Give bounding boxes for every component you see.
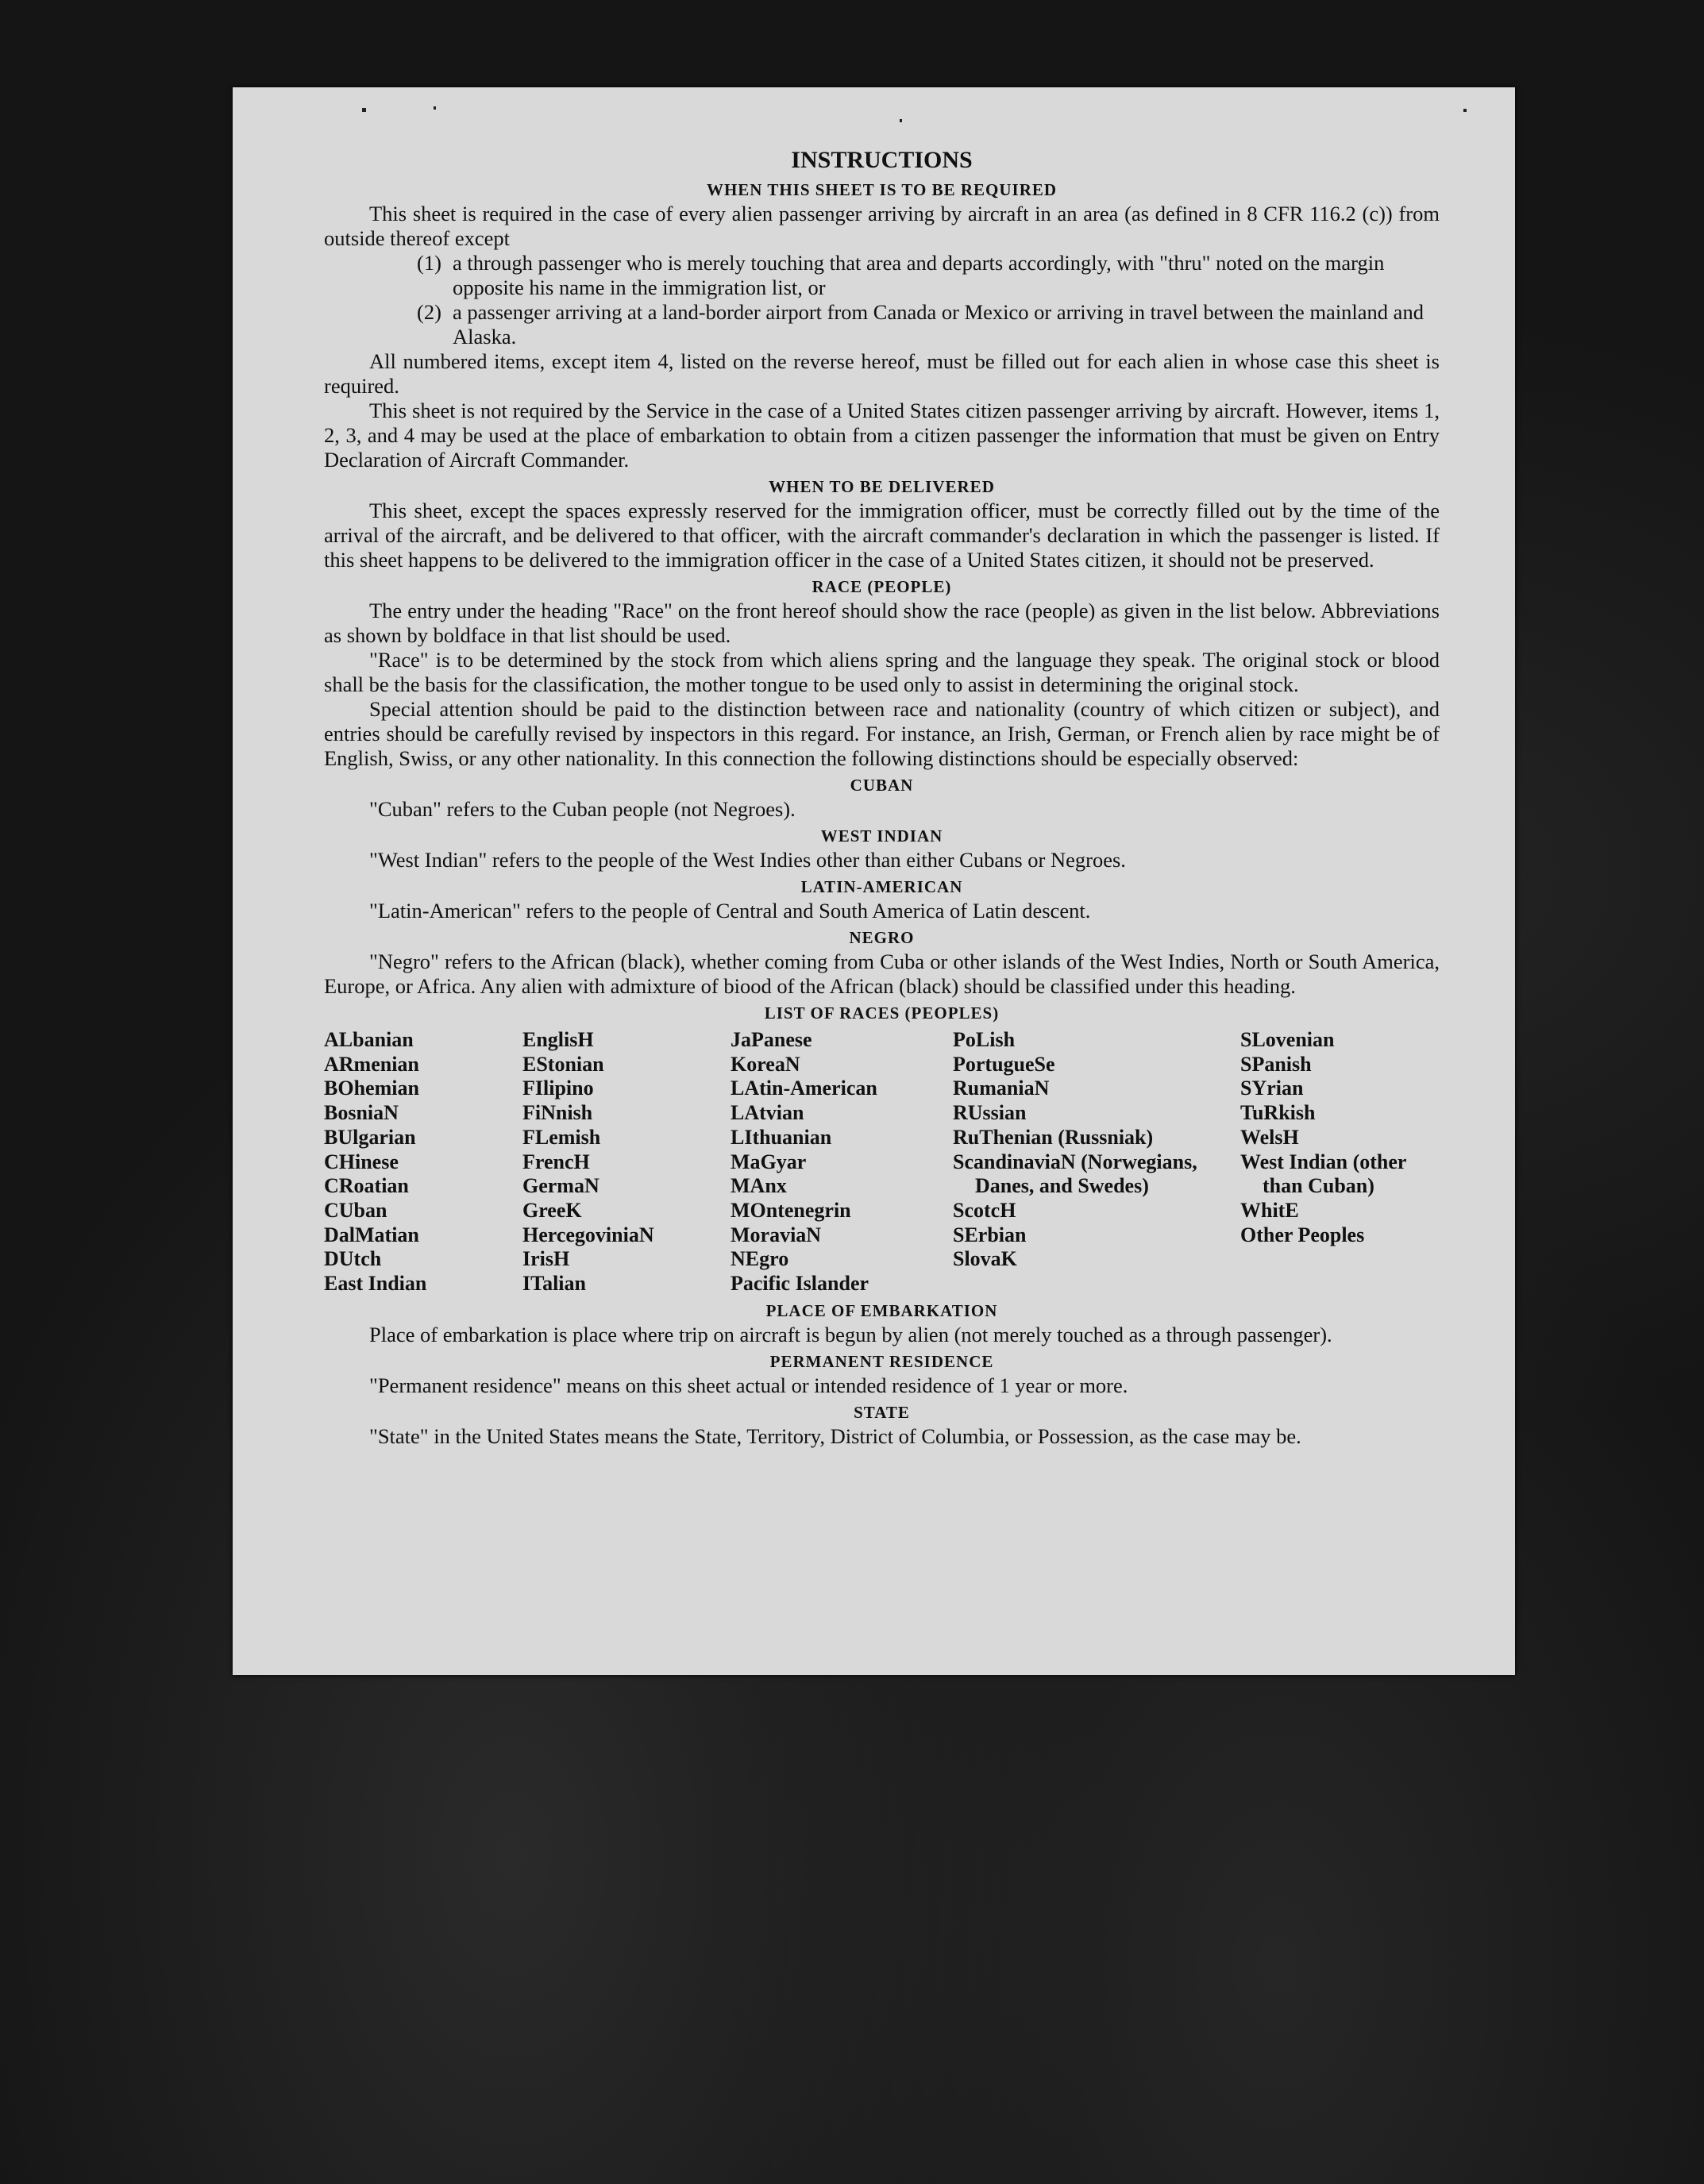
paragraph: "Latin-American" refers to the people of Central and South America of Latin descent.	[369, 899, 1091, 923]
race-entry: RuThenian (Russniak)	[953, 1125, 1154, 1149]
race-entry: WhitE	[1240, 1198, 1299, 1222]
list-item	[324, 251, 1440, 300]
race-entry: NEgro	[731, 1247, 789, 1271]
race-entry: BOhemian	[324, 1077, 419, 1100]
race-entry: IrisH	[522, 1247, 570, 1271]
race-entry: West Indian (other than Cuban)	[1240, 1150, 1406, 1198]
race-entry: MAnx	[731, 1174, 787, 1198]
paragraph: "Negro" refers to the African (black), whether coming from Cuba or other islands of the West Indies, North or South America, Europe, or Africa. Any alien with admixture of biood of the African (black) should be classified under this heading.	[324, 949, 1440, 998]
page-title: INSTRUCTIONS	[791, 147, 973, 173]
item-number: (2)	[417, 300, 441, 324]
race-entry: Other Peoples	[1240, 1223, 1365, 1246]
document-sheet	[233, 87, 1515, 1675]
race-entry: LAtvian	[731, 1101, 804, 1125]
race-entry: MaGyar	[731, 1150, 807, 1173]
instructions-content	[324, 146, 1440, 1449]
race-entry: RumaniaN	[953, 1077, 1050, 1100]
race-entry: FrencH	[522, 1150, 590, 1173]
section-heading: WHEN THIS SHEET IS TO BE REQUIRED	[706, 180, 1058, 199]
paragraph: The entry under the heading "Race" on the front hereof should show the race (people) as given in the list below. Abbreviations as shown by boldface in that list should be used.	[324, 599, 1440, 647]
race-entry: EStonian	[522, 1052, 604, 1076]
races-column	[953, 1028, 1240, 1296]
race-entry: GreeK	[522, 1198, 582, 1222]
speck	[434, 106, 436, 110]
race-entry: ALbanian	[324, 1028, 414, 1051]
race-entry: SYrian	[1240, 1077, 1304, 1100]
races-column	[731, 1028, 953, 1296]
section-heading: STATE	[854, 1402, 910, 1422]
speck	[900, 119, 902, 122]
race-entry: ScandinaviaN (Norwegians, Danes, and Swedes)	[953, 1150, 1197, 1198]
race-entry: SlovaK	[953, 1247, 1017, 1271]
race-entry: ITalian	[522, 1272, 586, 1296]
race-entry: GermaN	[522, 1174, 599, 1198]
paragraph: "West Indian" refers to the people of the West Indies other than either Cubans or Negroes.	[369, 848, 1126, 872]
paragraph: Place of embarkation is place where trip on aircraft is begun by alien (not merely touched as a through passenger).	[369, 1322, 1332, 1346]
section-heading: LIST OF RACES (PEOPLES)	[764, 1003, 1000, 1023]
races-list	[324, 1028, 1440, 1296]
race-entry: WelsH	[1240, 1125, 1299, 1149]
race-entry: TuRkish	[1240, 1101, 1316, 1125]
race-entry: ScotcH	[953, 1198, 1016, 1222]
race-entry: HercegoviniaN	[522, 1223, 654, 1246]
race-entry: RUssian	[953, 1101, 1027, 1125]
section-heading: WEST INDIAN	[820, 826, 943, 845]
item-number: (1)	[417, 251, 441, 275]
item-text: a through passenger who is merely touching that area and departs accordingly, with "thru" noted on the margin opposite his name in the immigration list, or	[453, 251, 1385, 299]
race-entry: SErbian	[953, 1223, 1027, 1246]
race-entry: Pacific Islander	[731, 1272, 869, 1296]
paragraph: "Race" is to be determined by the stock from which aliens spring and the language they speak. The original stock or blood shall be the basis for the classification, the mother tongue to be used only to assist in determining the original stock.	[324, 648, 1440, 696]
section-heading: CUBAN	[850, 776, 914, 795]
speck	[1463, 109, 1467, 112]
races-column	[1240, 1028, 1440, 1296]
race-entry: ARmenian	[324, 1052, 419, 1076]
race-entry: EnglisH	[522, 1028, 594, 1051]
item-text: a passenger arriving at a land-border airport from Canada or Mexico or arriving in travel between the mainland and Alaska.	[453, 300, 1424, 349]
race-entry: JaPanese	[731, 1028, 812, 1051]
races-column	[324, 1028, 522, 1296]
section-heading: LATIN-AMERICAN	[800, 877, 963, 896]
race-entry: MOntenegrin	[731, 1198, 851, 1222]
section-heading: WHEN TO BE DELIVERED	[769, 477, 995, 496]
race-entry: SPanish	[1240, 1052, 1312, 1076]
race-entry: LAtin-American	[731, 1077, 877, 1100]
race-entry: MoraviaN	[731, 1223, 822, 1246]
paragraph: All numbered items, except item 4, listed on the reverse hereof, must be filled out for each alien in whose case this sheet is required.	[324, 349, 1440, 398]
race-entry: SLovenian	[1240, 1028, 1335, 1051]
race-entry: FIlipino	[522, 1077, 594, 1100]
race-entry: FiNnish	[522, 1101, 593, 1125]
race-entry: BUlgarian	[324, 1125, 416, 1149]
race-entry: KoreaN	[731, 1052, 800, 1076]
section-heading: PERMANENT RESIDENCE	[769, 1351, 994, 1371]
race-entry: PoLish	[953, 1028, 1016, 1051]
paragraph: "Permanent residence" means on this sheet actual or intended residence of 1 year or more.	[369, 1373, 1128, 1397]
race-entry: BosniaN	[324, 1101, 399, 1125]
paragraph: This sheet is not required by the Service in the case of a United States citizen passenger arriving by aircraft. However, items 1, 2, 3, and 4 may be used at the place of embarkation to obtain from a citizen passenger the information that must be given on Entry Declaration of Aircraft Commander.	[324, 399, 1440, 472]
section-heading: PLACE OF EMBARKATION	[765, 1300, 998, 1320]
race-entry: CHinese	[324, 1150, 399, 1173]
paragraph: This sheet, except the spaces expressly reserved for the immigration officer, must be correctly filled out by the time of the arrival of the aircraft, and be delivered to that officer, with the aircraft commander's declaration in which the passenger is listed. If this sheet happens to be delivered to the immigration officer in the case of a United States citizen, it should not be preserved.	[324, 499, 1440, 572]
paragraph: Special attention should be paid to the distinction between race and nationality (country of which citizen or subject), and entries should be carefully revised by inspectors in this regard. For instance, an Irish, German, or French alien by race might be of English, Swiss, or any other nationality. In this connection the following distinctions should be especially observed:	[324, 697, 1440, 770]
race-entry: CRoatian	[324, 1174, 409, 1198]
race-entry: East Indian	[324, 1272, 427, 1296]
race-entry: PortugueSe	[953, 1052, 1055, 1076]
paragraph: This sheet is required in the case of every alien passenger arriving by aircraft in an area (as defined in 8 CFR 116.2 (c)) from outside thereof except	[324, 202, 1440, 250]
race-entry: CUban	[324, 1198, 387, 1222]
speck	[362, 108, 366, 112]
list-item	[324, 300, 1440, 349]
paragraph: "State" in the United States means the State, Territory, District of Columbia, or Possession, as the case may be.	[369, 1423, 1301, 1448]
race-entry: LIthuanian	[731, 1125, 832, 1149]
section-heading: NEGRO	[849, 928, 915, 947]
section-heading: RACE (PEOPLE)	[812, 577, 952, 596]
race-entry: DUtch	[324, 1247, 382, 1271]
races-column	[522, 1028, 731, 1296]
race-entry: DalMatian	[324, 1223, 419, 1246]
paragraph: "Cuban" refers to the Cuban people (not Negroes).	[369, 797, 796, 821]
race-entry: FLemish	[522, 1125, 601, 1149]
